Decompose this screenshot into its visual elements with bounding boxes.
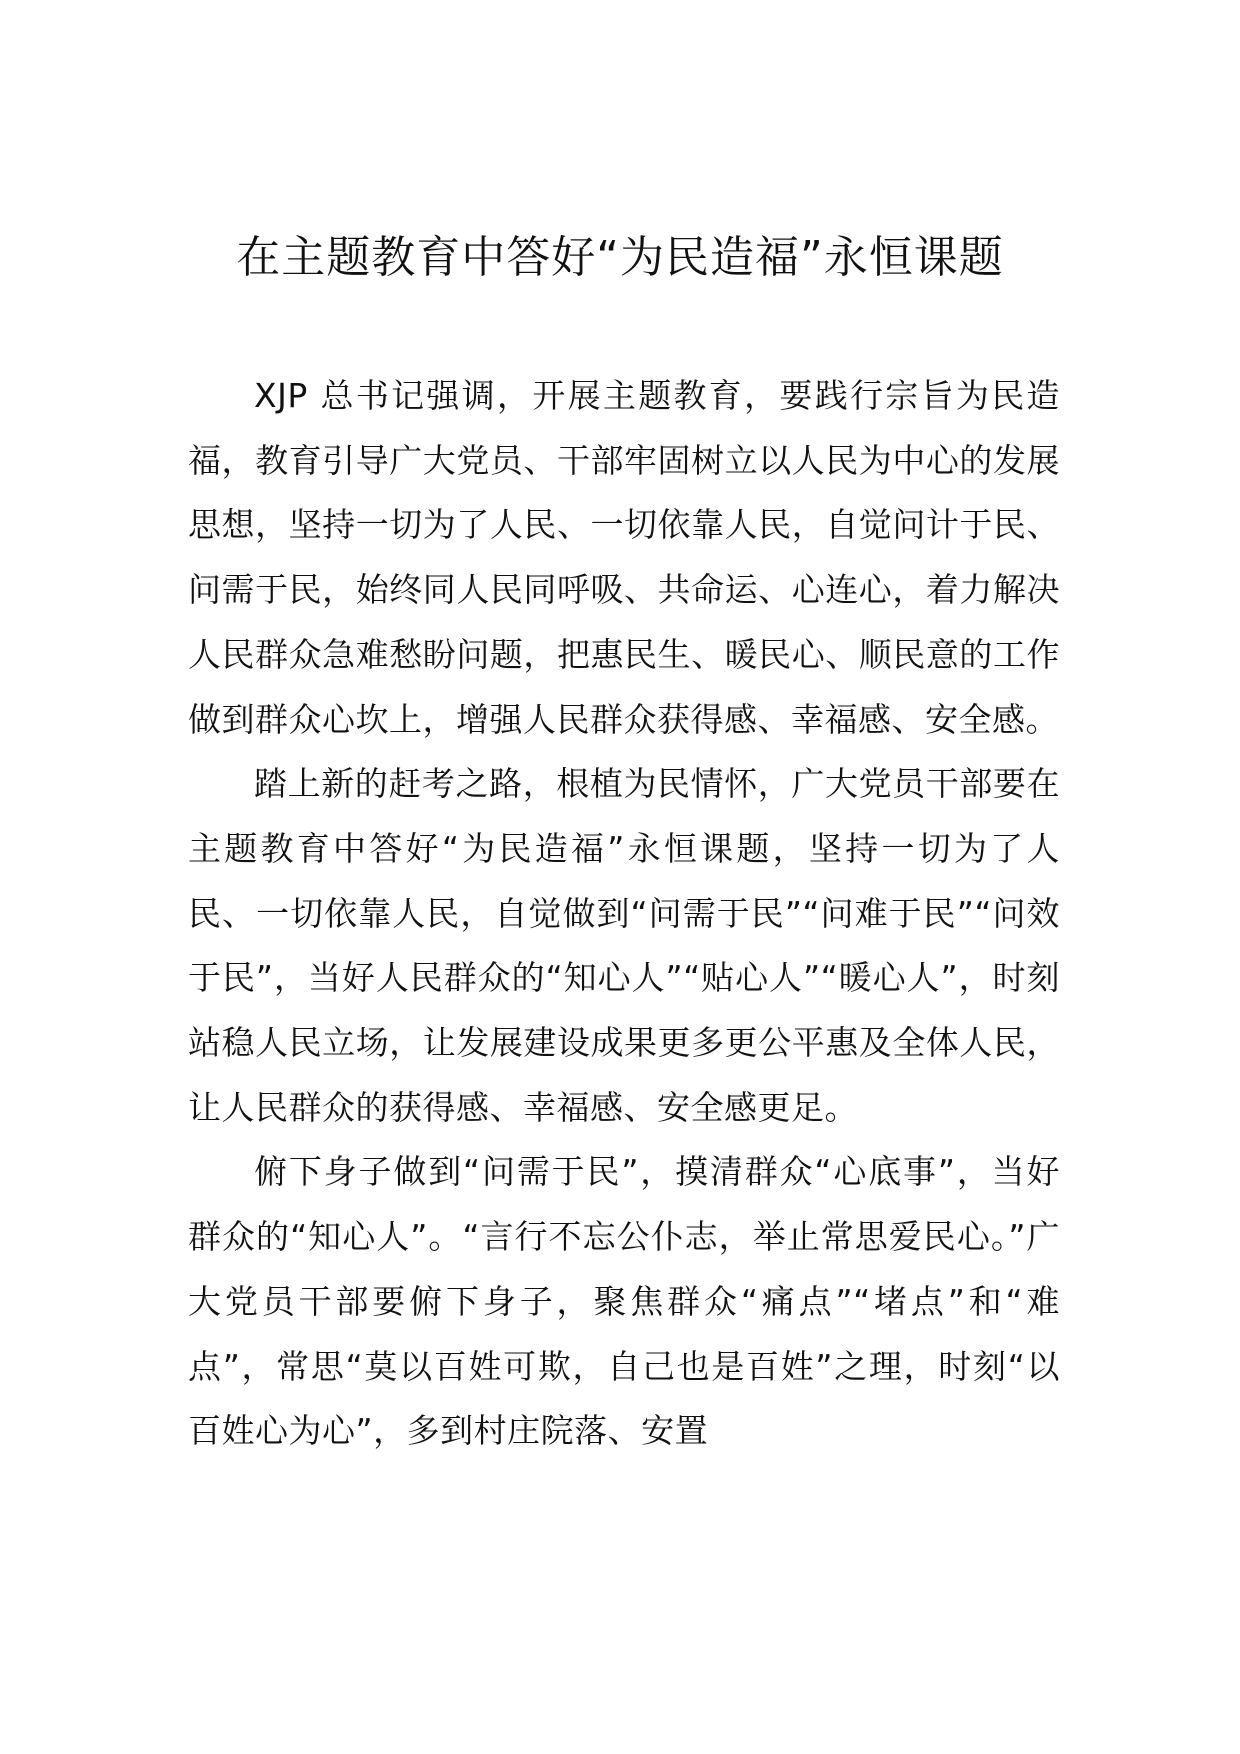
paragraph-1: XJP 总书记强调，开展主题教育，要践行宗旨为民造福，教育引导广大党员、干部牢固树立以人民为中心的发展思想，坚持一切为了人民、一切依靠人民，自觉问计于民、问需于民，始终同人民同呼吸、共命运、心连心，着力解决人民群众急难愁盼问题，把惠民生、暖民心、顺民意的工作做到群众心坎上，增强人民群众获得感、幸福感、安全感。 xyxy=(188,376,1060,739)
document-body xyxy=(188,364,1060,1464)
paragraph-3: 俯下身子做到“问需于民”，摸清群众“心底事”，当好群众的“知心人”。“言行不忘公仆志，举止常思爱民心。”广大党员干部要俯下身子，聚焦群众“痛点”“堵点”和“难点”，常思“莫以百姓可欺，自己也是百姓”之理，时刻“以百姓心为心”，多到村庄院落、安置 xyxy=(188,1152,1060,1451)
paragraph-2: 踏上新的赶考之路，根植为民情怀，广大党员干部要在主题教育中答好“为民造福”永恒课题，坚持一切为了人民、一切依靠人民，自觉做到“问需于民”“问难于民”“问效于民”，当好人民群众的“知心人”“贴心人”“暖心人”，时刻站稳人民立场，让发展建设成果更多更公平惠及全体人民，让人民群众的获得感、幸福感、安全感更足。 xyxy=(188,764,1060,1127)
document-title: 在主题教育中答好“为民造福”永恒课题 xyxy=(236,232,1004,283)
